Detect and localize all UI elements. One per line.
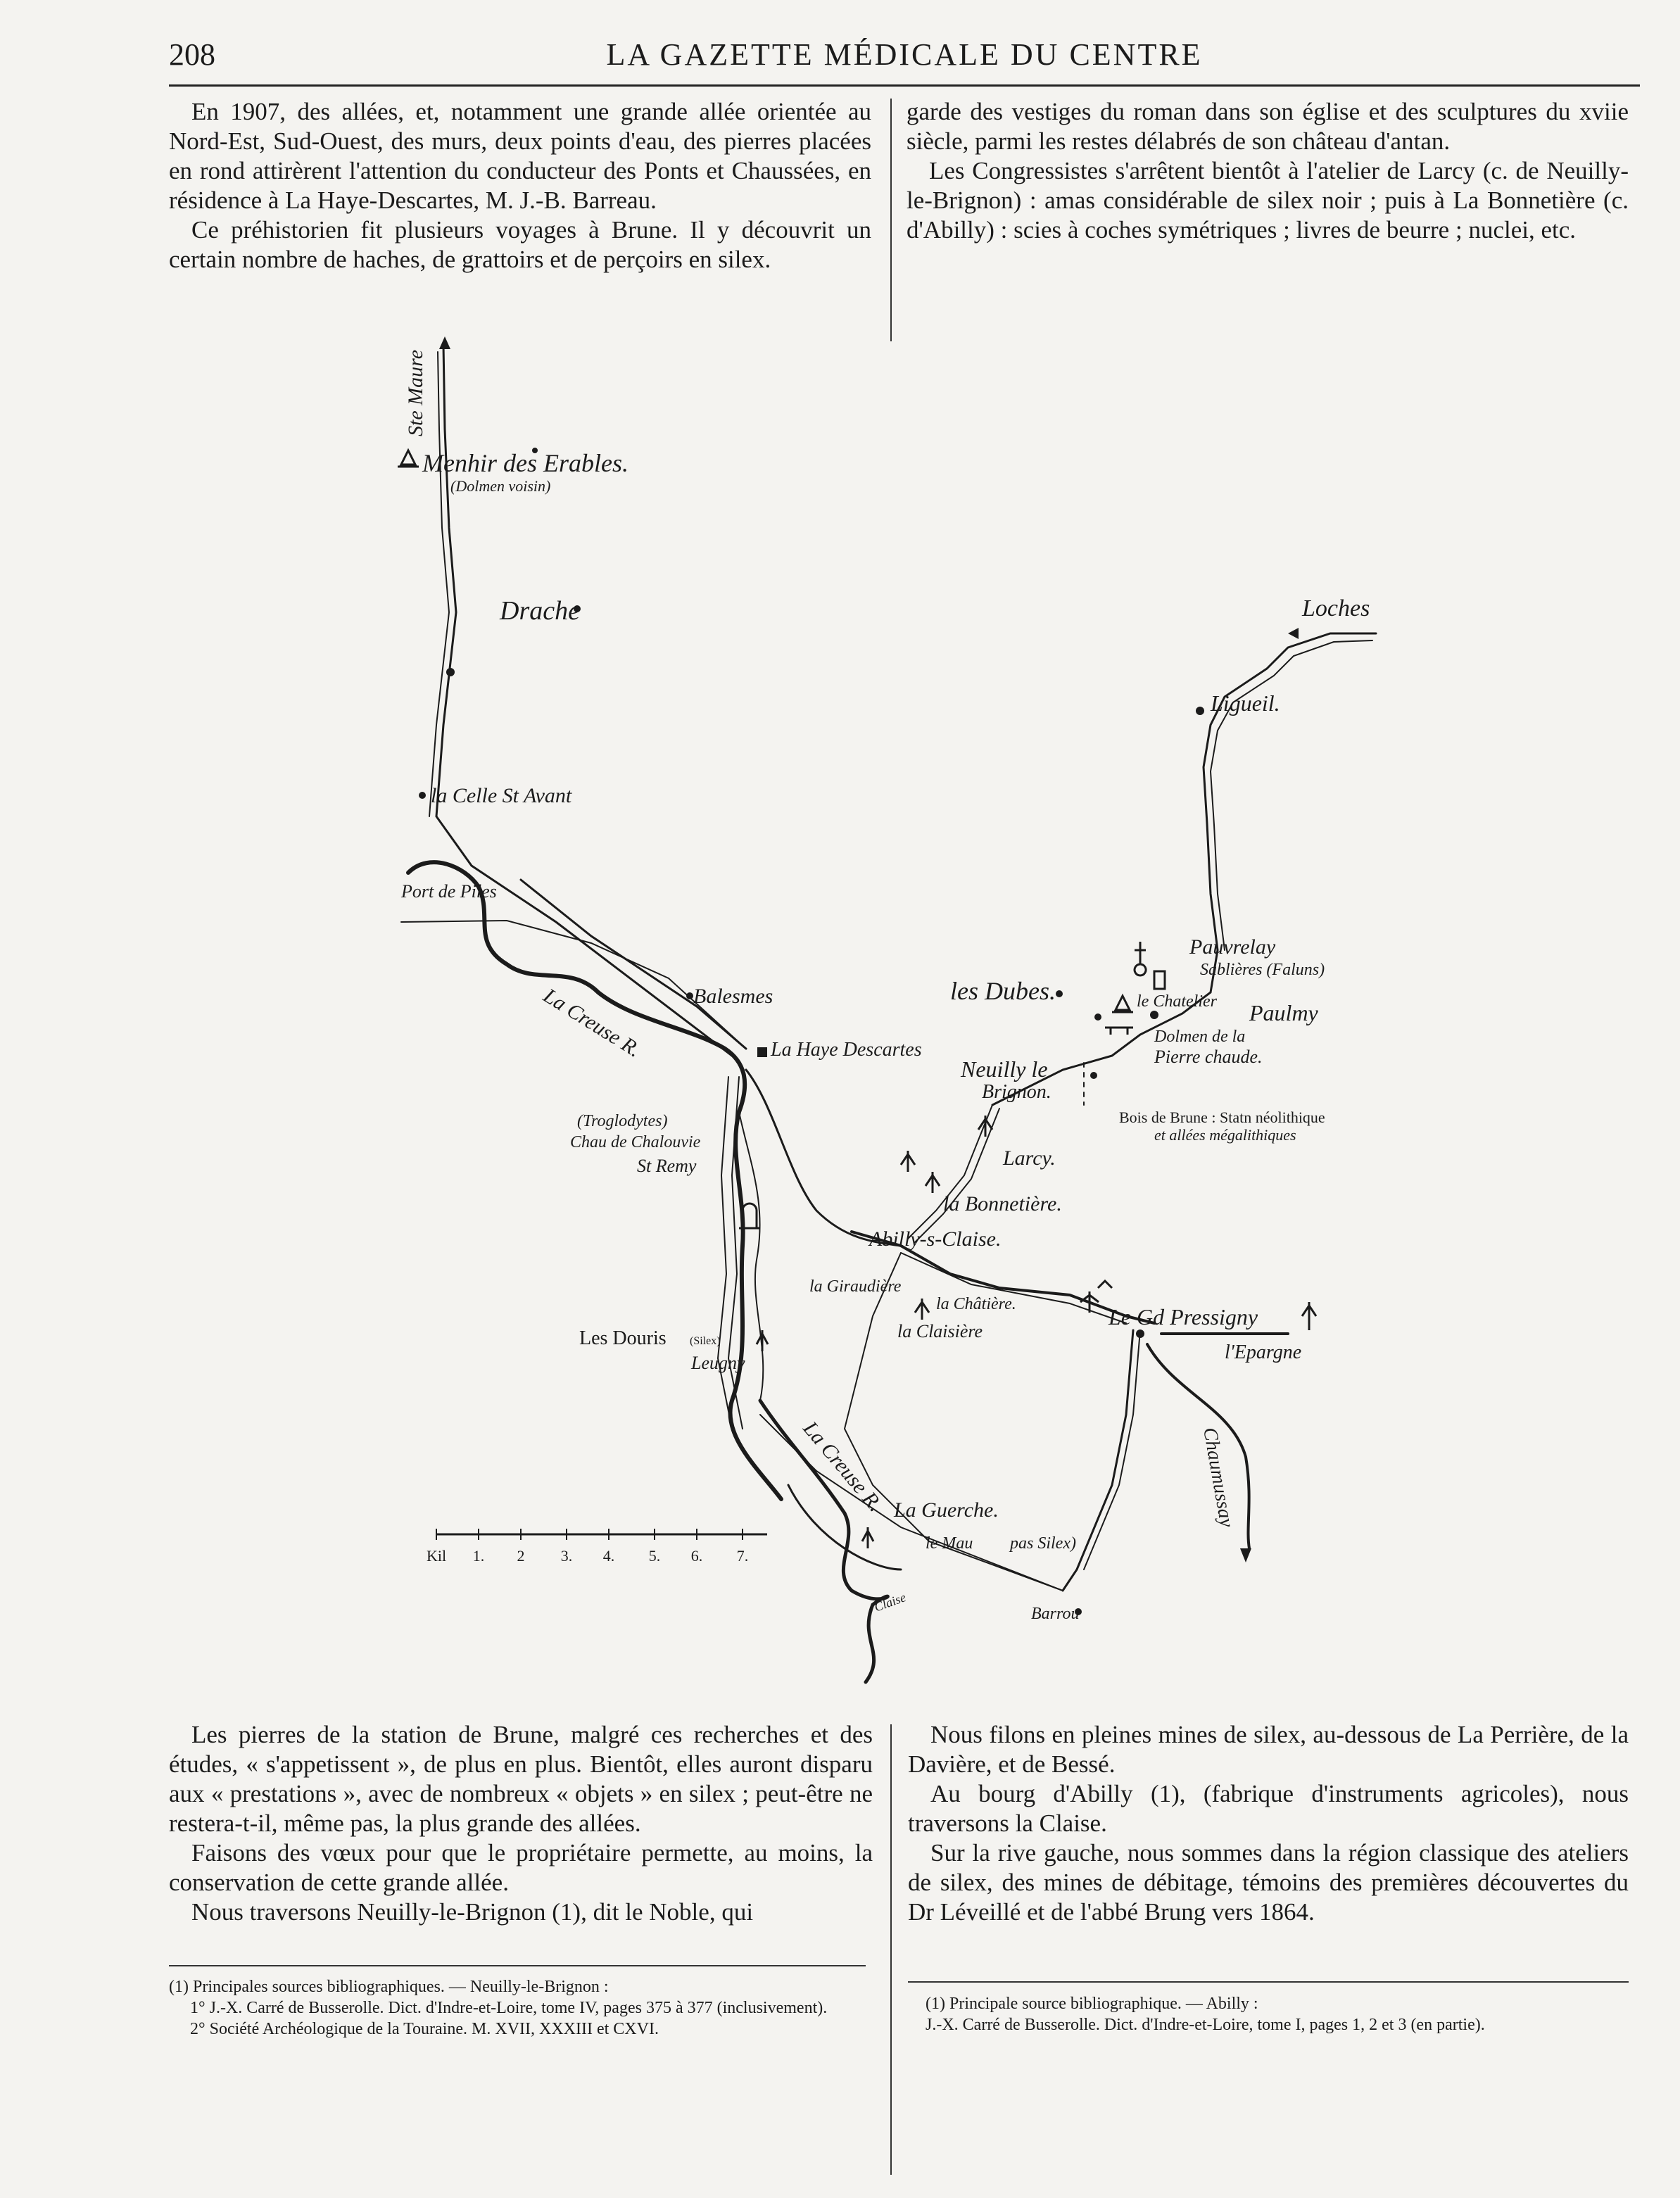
scale-label: 6. (690, 1547, 703, 1565)
creuse-river-upper (408, 862, 781, 1499)
map-label: l'Epargne (1225, 1341, 1302, 1363)
map-label: Sablières (Faluns) (1200, 961, 1325, 979)
column-rule (890, 99, 892, 341)
footnote-rule (908, 1981, 1629, 1983)
footnote-rule (169, 1965, 866, 1966)
road-la-haye-leugny (718, 1077, 732, 1429)
paragraph: Au bourg d'Abilly (1), (fabrique d'instruments agricoles), nous traversons la Claise. (908, 1780, 1629, 1837)
scale-label: Kil (426, 1547, 447, 1565)
footnotes-right (926, 1993, 1629, 2035)
map-label: les Dubes. (950, 977, 1056, 1005)
footnote: 2° Société Archéologique de la Touraine. M. XVII, XXXIII et CXVI. (190, 2020, 659, 2038)
map-label: le Chatelier (1137, 992, 1217, 1011)
map-label: Barrou (1031, 1605, 1080, 1623)
map-label: (Dolmen voisin) (450, 477, 551, 495)
paragraph: En 1907, des allées, et, notamment une grande allée orientée au Nord-Est, Sud-Ouest, des murs, deux points d'eau, des pierres placées en rond attirèrent l'attention du conducteur des Ponts et Chaussées, en résidence à La Haye-Descartes, M. J.-B. Barreau. (169, 98, 871, 214)
map-label: Claise (872, 1590, 908, 1615)
map-label: (Silex) (690, 1335, 721, 1347)
map-label: Chau de Chalouvie (570, 1133, 701, 1151)
bottom-left-column (169, 1720, 873, 1927)
map-label: le Mau (926, 1534, 973, 1553)
scale-label: 3. (560, 1547, 573, 1565)
road-port-de-piles (521, 880, 746, 1049)
top-left-column (169, 97, 871, 274)
map-label: Chaumussay (1199, 1425, 1238, 1529)
chatelier-symbol (1112, 996, 1133, 1012)
map-label: et allées mégalithiques (1154, 1126, 1296, 1144)
map-label: la Celle St Avant (431, 784, 572, 807)
scale-bar (427, 1529, 767, 1565)
map-label: Larcy. (1003, 1147, 1056, 1170)
map-label: Neuilly le (961, 1056, 1048, 1082)
map-label: La Haye Descartes (771, 1039, 922, 1061)
footnotes-left (169, 1976, 866, 2040)
paragraph: garde des vestiges du roman dans son église et des sculptures du xviie siècle, parmi les restes délabrés de son château d'antan. (907, 98, 1629, 155)
map-label: La Creuse R. (539, 983, 645, 1062)
footnote: 1° J.-X. Carré de Busserolle. Dict. d'Indre-et-Loire, tome IV, pages 375 à 377 (inclusivement). (190, 1999, 828, 2017)
map-label: la Châtière. (936, 1295, 1016, 1313)
menhir-symbol (398, 450, 419, 467)
footnote: (1) Principale source bibliographique. — Abilly : (926, 1995, 1258, 2013)
scale-label: 5. (648, 1547, 661, 1565)
map-label: Menhir des Erables. (422, 449, 629, 477)
top-right-column (907, 97, 1629, 245)
map-label: Abilly-s-Claise. (869, 1227, 1002, 1251)
map-label: Brignon. (982, 1081, 1051, 1103)
paragraph: Ce préhistorien fit plusieurs voyages à Brune. Il y découvrit un certain nombre de haches, de grattoirs et de perçoirs en silex. (169, 216, 871, 273)
road-neuilly-abilly (908, 1105, 992, 1239)
map-label: Pierre chaude. (1154, 1047, 1263, 1067)
map-label: Les Douris (579, 1327, 667, 1349)
scale-label: 2 (517, 1547, 525, 1565)
map-label: Leugny (691, 1353, 745, 1373)
scale-label: 1. (472, 1547, 485, 1565)
map-label: Balesmes (693, 985, 773, 1008)
map-label: St Remy (637, 1156, 697, 1176)
road-la-haye-abilly (746, 1070, 901, 1246)
map-label: Loches (1302, 595, 1370, 621)
regional-map (366, 331, 1464, 1724)
scale-label: 7. (736, 1547, 749, 1565)
map-label: la Bonnetière. (943, 1192, 1062, 1215)
map-label: Drache (500, 596, 580, 626)
footnote: J.-X. Carré de Busserolle. Dict. d'Indre-et-Loire, tome I, pages 1, 2 et 3 (en partie). (926, 2016, 1485, 2034)
column-rule (890, 1724, 892, 2175)
running-header (169, 37, 1640, 79)
map-label: Bois de Brune : Statn néolithique (1119, 1109, 1325, 1126)
map-label: Ste Maure (404, 349, 427, 436)
map-label: La Guerche. (894, 1498, 999, 1522)
page-number: 208 (169, 37, 215, 72)
paragraph: Les Congressistes s'arrêtent bientôt à l'atelier de Larcy (c. de Neuilly-le-Brignon) : amas considérable de silex noir ; puis à La Bonnetière (c. d'Abilly) : scies à coches symétriques ; livres de beurre ; nuclei, etc. (907, 157, 1629, 244)
map-label: (Troglodytes) (577, 1112, 668, 1130)
header-rule (169, 84, 1640, 87)
map-label: Ligueil. (1211, 690, 1280, 716)
paragraph: Les pierres de la station de Brune, malgré ces recherches et des études, « s'appetissent », de plus en plus. Bientôt, elles auront disparu aux « prestations », avec de nombreux « objets » en silex ; peut-être ne restera-t-il, même pas, la plus grande des allées. (169, 1721, 873, 1837)
scale-label: 4. (602, 1547, 615, 1565)
map-label: Paulmy (1249, 1000, 1318, 1025)
footnote: (1) Principales sources bibliographiques. — Neuilly-le-Brignon : (169, 1978, 609, 1996)
paragraph: Nous traversons Neuilly-le-Brignon (1), dit le Noble, qui (191, 1898, 754, 1926)
map-label: La Creuse R. (798, 1417, 888, 1517)
paragraph: Faisons des vœux pour que le propriétaire permette, au moins, la conservation de cette grande allée. (169, 1839, 873, 1896)
bottom-right-column (908, 1720, 1629, 1927)
map-label: pas Silex) (1010, 1534, 1076, 1553)
paragraph: Sur la rive gauche, nous sommes dans la région classique des ateliers de silex, des mines de débitage, témoins des premières découvertes du Dr Léveillé et de l'abbé Brung vers 1864. (908, 1839, 1629, 1926)
map-label: Le Gd Pressigny (1109, 1304, 1258, 1329)
map-label: la Giraudière (809, 1277, 902, 1296)
map-label: Port de Piles (401, 881, 497, 902)
map-label: Dolmen de la (1154, 1028, 1246, 1046)
map-label: la Claisière (897, 1321, 983, 1341)
paragraph: Nous filons en pleines mines de silex, au-dessous de La Perrière, de la Davière, et de Bessé. (908, 1721, 1629, 1778)
running-title: LA GAZETTE MÉDICALE DU CENTRE (606, 37, 1203, 72)
map-label: Pauvrelay (1189, 935, 1276, 959)
